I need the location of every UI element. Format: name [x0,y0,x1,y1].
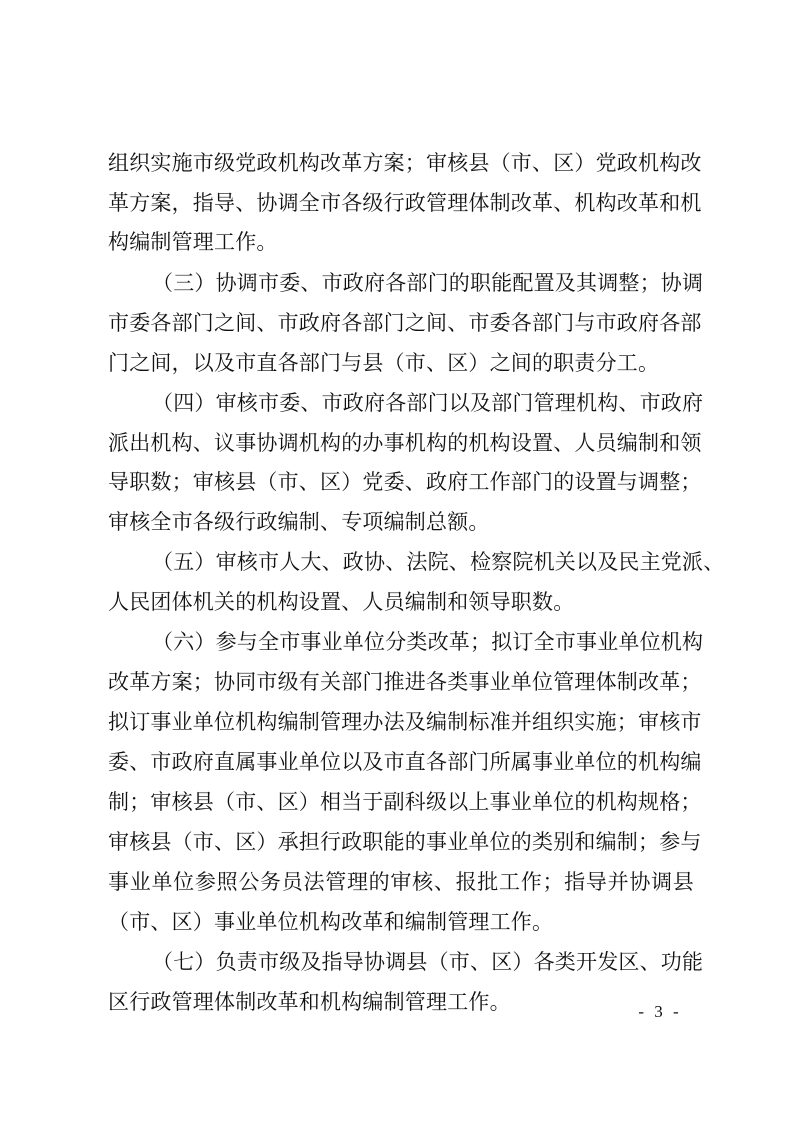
paragraph-line: （七）负责市级及指导协调县（市、区）各类开发区、功能 [152,950,704,974]
page-number: - 3 - [638,1002,682,1021]
paragraph-line: 制；审核县（市、区）相当于副科级以上事业单位的机构规格； [108,790,702,814]
paragraph-line: （五）审核市人大、政协、法院、检察院机关以及民主党派、 [152,550,725,574]
paragraph-line: 改革方案；协同市级有关部门推进各类事业单位管理体制改革； [108,670,702,694]
paragraph-line: 市委各部门之间、市政府各部门之间、市委各部门与市政府各部 [108,311,702,335]
paragraph-line: 派出机构、议事协调机构的办事机构的机构设置、人员编制和领 [108,431,702,455]
paragraph-line: 审核全市各级行政编制、专项编制总额。 [108,510,490,534]
paragraph-line: 拟订事业单位机构编制管理办法及编制标准并组织实施；审核市 [108,710,702,734]
paragraph-line: （市、区）事业单位机构改革和编制管理工作。 [108,910,554,934]
paragraph-line: 导职数；审核县（市、区）党委、政府工作部门的设置与调整； [108,470,702,494]
paragraph-line: 事业单位参照公务员法管理的审核、报批工作；指导并协调县 [108,870,694,894]
paragraph-line: （三）协调市委、市政府各部门的职能配置及其调整；协调 [152,271,704,295]
paragraph-line: （六）参与全市事业单位分类改革；拟订全市事业单位机构 [152,630,704,654]
paragraph-line: 构编制管理工作。 [108,230,278,254]
paragraph-line: （四）审核市委、市政府各部门以及部门管理机构、市政府 [152,391,704,415]
paragraph-line: 委、市政府直属事业单位以及市直各部门所属事业单位的机构编 [108,750,702,774]
paragraph-line: 审核县（市、区）承担行政职能的事业单位的类别和编制；参与 [108,830,702,854]
paragraph-line: 门之间，以及市直各部门与县（市、区）之间的职责分工。 [108,351,660,375]
paragraph-line: 区行政管理体制改革和机构编制管理工作。 [108,990,511,1014]
paragraph-line: 革方案，指导、协调全市各级行政管理体制改革、机构改革和机 [108,191,702,215]
paragraph-line: 人民团体机关的机构设置、人员编制和领导职数。 [108,590,575,614]
paragraph-line: 组织实施市级党政机构改革方案；审核县（市、区）党政机构改 [108,151,702,175]
